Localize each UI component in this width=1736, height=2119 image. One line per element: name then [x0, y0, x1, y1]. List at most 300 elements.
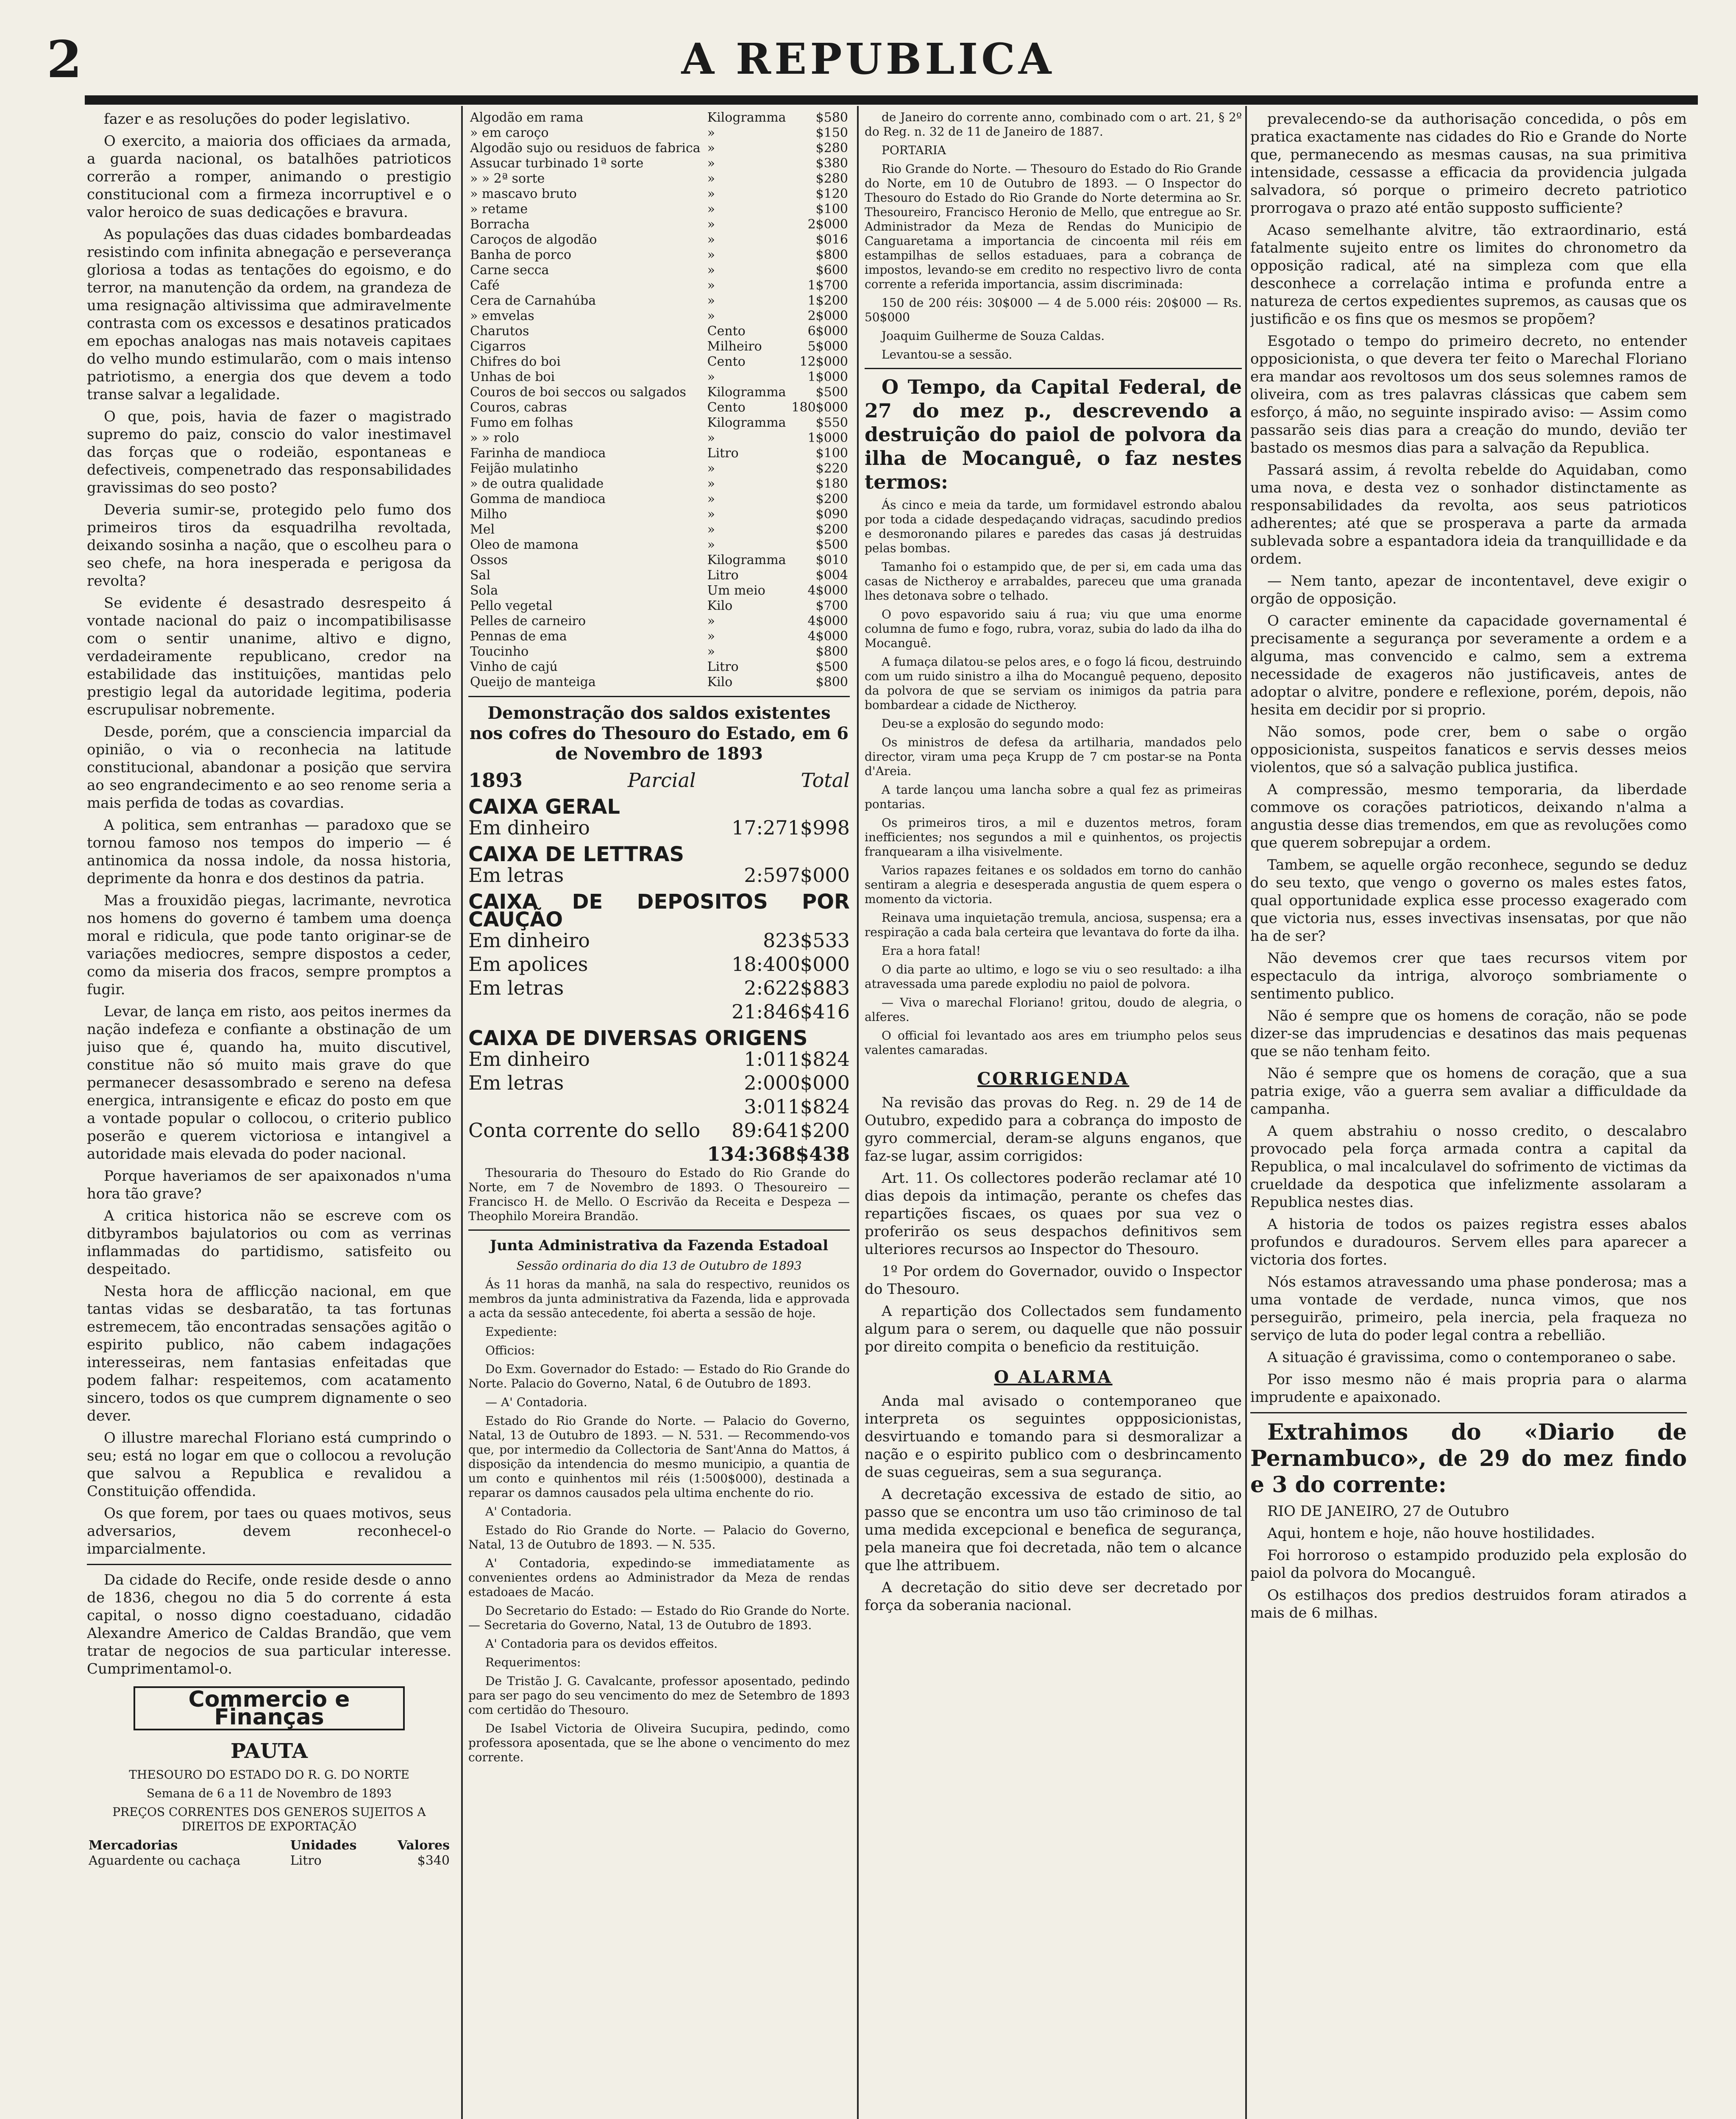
extract-paragraph: Aqui, hontem e hoje, não houve hostilidades. — [1267, 1525, 1595, 1542]
diversas-row — [468, 1047, 850, 1071]
commodity-unit: Litro — [707, 446, 739, 461]
commodity-unit: » — [707, 141, 715, 156]
article-paragraph: Acaso semelhante alvitre, tão extraordinario, está fatalmente sujeito entre os limites do chronometro da opposição radical, até na simpleza com que ella desconhece a correlação intima e profunda entre a natureza de certos expedientes supremos, as causas que os justificão e os fins que os mesmos se propõem? — [1250, 222, 1687, 328]
commodity-name: Fumo em folhas — [470, 415, 573, 430]
tempo-paragraph: Os ministros de defesa da artilharia, mandados pelo director, viram uma peça Krupp de 7 cm postar-se na Ponta d'Areia. — [865, 735, 1242, 778]
pauta-header-goods: Mercadorias — [89, 1838, 178, 1853]
portaria-paragraph: Joaquim Guilherme de Souza Caldas. — [882, 329, 1105, 343]
pauta-row-unit: Litro — [290, 1853, 322, 1868]
tempo-paragraph: — Viva o marechal Floriano! gritou, doudo de alegria, o alferes. — [865, 996, 1242, 1024]
commodity-value: $600 — [815, 263, 848, 278]
commodity-value: $220 — [815, 461, 848, 476]
commodity-value: 5$000 — [807, 339, 848, 354]
commodity-name: Chifres do boi — [470, 354, 561, 369]
column-rule — [857, 106, 859, 2119]
article-paragraph: Deveria sumir-se, protegido pelo fumo dos primeiros tiros da esquadrilha revoltada, deixando sosinha a nação, que o escolheu para o seo chefe, na hora inesperada e perigosa da revolta? — [87, 501, 451, 590]
commodity-unit: » — [707, 522, 715, 537]
pauta-row-value: $340 — [417, 1853, 450, 1868]
commodity-name: Ossos — [470, 553, 508, 567]
junta-paragraph: Estado do Rio Grande do Norte. — Palacio do Governo, Natal, 13 de Outubro de 1893. — N. 535. — [468, 1523, 850, 1552]
commodity-value: $550 — [815, 415, 848, 430]
commodity-row — [468, 202, 850, 217]
commodity-value: $800 — [815, 675, 848, 690]
commodity-value: 6$000 — [807, 324, 848, 339]
treasury-signoff: Thesouraria do Thesouro do Estado do Rio Grande do Norte, em 7 de Novembro de 1893. O Thesoureiro — Francisco H. de Mello. O Escrivão da Receita e Despeza — Theophilo Moreira Brandão. — [468, 1166, 850, 1223]
commodity-value: 1$000 — [807, 370, 848, 384]
commodity-unit: » — [707, 309, 715, 323]
article-paragraph: Mas a frouxidão piegas, lacrimante, nevrotica nos homens do governo é tambem uma doença moral e ridicula, que pode tanto originar-se de variações mediocres, sempre dispostos a ceder, como da miseria dos fracos, sempre promptos a fugir. — [87, 892, 451, 998]
commodity-name: Cigarros — [470, 339, 526, 354]
junta-paragraph: Officios: — [485, 1343, 535, 1357]
caixa-geral-item: Em dinheiro — [468, 816, 590, 839]
commodity-row — [468, 598, 850, 614]
editorial-article — [87, 110, 451, 1558]
column-rule — [461, 106, 463, 2119]
commodity-row — [468, 492, 850, 507]
commodity-row — [468, 400, 850, 415]
pauta-header-table — [87, 1838, 451, 1869]
tempo-paragraph: Tamanho foi o estampido que, de per si, em cada uma das casas de Nictheroy e arrabaldes, pareceu que uma granada lhes detonava sobre o telhado. — [865, 560, 1242, 603]
tempo-article — [865, 498, 1242, 1057]
depositos-value: 2:622$883 — [744, 976, 850, 999]
commodity-name: Pennas de ema — [470, 629, 567, 644]
commodity-value: 1$000 — [807, 431, 848, 445]
balance-title: Demonstração dos saldos existentes nos cofres do Thesouro do Estado, em 6 de Novembro de 1893 — [469, 703, 849, 764]
commodity-unit: » — [707, 629, 715, 644]
article-paragraph: prevalecendo-se da authorisação concedida, o pôs em pratica exactamente nas cidades do Rio e Grande do Norte que, permanecendo as mesmas causas, na sua primitiva intensidade, cessasse a efficacia da providencia julgada salvadora, só porque o primeiro decreto patriotico prorrogava o prazo até então supposto sufficiente? — [1250, 111, 1687, 217]
commodity-row — [468, 171, 850, 186]
commodity-value: $500 — [815, 385, 848, 400]
commodity-unit: Litro — [707, 659, 739, 674]
pauta-header-units: Unidades — [290, 1838, 357, 1853]
balance-total-header: Total — [801, 769, 850, 792]
caixa-letras-label: CAIXA DE LETTRAS — [468, 843, 684, 866]
balance-partial-header: Parcial — [627, 769, 696, 792]
article-paragraph: A critica historica não se escreve com os ditbyrambos bajulatorios ou com as verrinas inflammadas do partidismo, satisfeito ou despeitado. — [87, 1207, 451, 1278]
pauta-header-values: Valores — [397, 1838, 450, 1853]
junta-minutes — [468, 1277, 850, 1765]
article-paragraph: Porque haveriamos de ser apaixonados n'uma hora tão grave? — [87, 1168, 451, 1202]
commodity-name: Sal — [470, 568, 491, 583]
commodity-row — [468, 553, 850, 568]
commodity-row — [468, 537, 850, 553]
article-paragraph: O exercito, a maioria dos officiaes da armada, a guarda nacional, os batalhões patrioticos correrão a romper, animando o prestigio constitucional com a firmeza incorruptivel e o valor heroico de suas dedicações e bravura. — [87, 133, 451, 221]
corrigenda-text — [865, 1094, 1242, 1356]
commodity-price-table — [468, 110, 850, 690]
commodity-unit: Cento — [707, 400, 746, 415]
diversas-item: Em letras — [468, 1071, 564, 1094]
article-paragraph: Não devemos crer que taes recursos vitem por espectaculo da intriga, alvoroço sombriamente o sentimento publico. — [1250, 950, 1687, 1002]
commodity-name: » » rolo — [470, 431, 519, 445]
commodity-value: 2$000 — [807, 217, 848, 232]
tempo-paragraph: O official foi levantado aos ares em triumpho pelos seus valentes camaradas. — [865, 1029, 1242, 1057]
junta-paragraph: De Isabel Victoria de Oliveira Sucupira, pedindo, como professora aposentada, que se lhe abone o vencimento do mez corrente. — [468, 1721, 850, 1764]
commodity-name: Borracha — [470, 217, 530, 232]
junta-paragraph: Do Secretario do Estado: — Estado do Rio Grande do Norte. — Secretaria do Governo, Natal, 13 de Outubro de 1893. — [468, 1604, 850, 1632]
depositos-item: Em apolices — [468, 953, 588, 976]
commodity-row — [468, 644, 850, 659]
commodity-row — [468, 522, 850, 537]
tempo-headline: O Tempo, da Capital Federal, de 27 do mez p., descrevendo a destruição do paiol de polvora da ilha de Mocanguê, o faz nestes termos: — [865, 375, 1242, 493]
grand-total: 134:368$438 — [707, 1143, 850, 1165]
commodity-name: » de outra qualidade — [470, 476, 604, 491]
junta-paragraph: Do Exm. Governador do Estado: — Estado do Rio Grande do Norte. Palacio do Governo, Natal, 6 de Outubro de 1893. — [468, 1362, 850, 1390]
caixa-geral-row — [468, 816, 850, 840]
commodity-value: $800 — [815, 644, 848, 659]
commodity-value: 2$000 — [807, 309, 848, 323]
commodity-unit: » — [707, 156, 715, 171]
corrigenda-paragraph: A repartição dos Collectados sem fundamento algum para o serem, ou daquelle que não possuir por direito compita o beneficio da restituição. — [865, 1303, 1242, 1355]
commodity-unit: » — [707, 293, 715, 308]
commodity-name: Sola — [470, 583, 498, 598]
article-paragraph: As populações das duas cidades bombardeadas resistindo com infinita abnegação e perseverança gloriosa a todas as tentações do egoismo, e do terror, na manutenção da ordem, na grandeza de uma resignação altivissima que admiravelmente contrasta com os excessos e desatinos praticados em epochas analogas nas mais notaveis capitaes do velho mundo estimularão, com o mais intenso patriotismo, a energia dos que devem a todo transe salvar a legalidade. — [87, 226, 451, 403]
commodity-unit: » — [707, 278, 715, 293]
commodity-row — [468, 629, 850, 644]
article-paragraph: Passará assim, á revolta rebelde do Aquidaban, como uma nova, e desta vez o sonhador distinctamente as responsabilidades da revolta, aos seus patrioticos adherentes; até que se prosperava a parte da armada sublevada sobre a espantadora ideia da tranquillidade e da ordem. — [1250, 462, 1687, 567]
article-paragraph: A compressão, mesmo temporaria, da liberdade commove os corações patrioticos, deixando n'alma a angustia desse dias tremendos, em que as revoluções como que querem sobrepujar a ordem. — [1250, 781, 1687, 851]
commodity-row — [468, 186, 850, 202]
junta-paragraph: — A' Contadoria. — [485, 1395, 587, 1409]
commodity-unit: Kilo — [707, 675, 733, 690]
commodity-unit: » — [707, 247, 715, 262]
corrigenda-paragraph: Art. 11. Os collectores poderão reclamar até 10 dias depois da intimação, perante os chefes das repartições fiscaes, os quaes por sua vez o proferirão os seus despachos definitivos sem ulteriores recursos ao Inspector do Thesouro. — [865, 1170, 1242, 1258]
commodity-row — [468, 415, 850, 431]
commodity-unit: » — [707, 370, 715, 384]
commodity-header-row — [468, 110, 850, 125]
commodity-value: $090 — [815, 507, 848, 522]
commodity-name: Algodão sujo ou residuos de fabrica — [470, 141, 701, 156]
commodity-unit: » — [707, 263, 715, 278]
column-3 — [865, 110, 1242, 2119]
column-1 — [87, 110, 451, 2119]
article-paragraph: — Nem tanto, apezar de incontentavel, deve exigir o orgão de opposição. — [1250, 573, 1687, 607]
portaria-paragraph: Rio Grande do Norte. — Thesouro do Estado do Rio Grande do Norte, em 10 de Outubro de 1893. — O Inspector do Thesouro do Estado do Rio Grande do Norte determina ao Sr. Thesoureiro, Francisco Heronio de Mello, que entregue ao Sr. Administrador da Meza de Rendas do Municipio de Canguaretama a importancia de cincoenta mil réis em estampilhas de sellos estaduaes, para a cobrança de impostos, levando-se em credito no respectivo livro de conta corrente a referida importancia, assim discriminada: — [865, 162, 1242, 291]
tempo-paragraph: A fumaça dilatou-se pelos ares, e o fogo lá ficou, destruindo com um ruido sinistro a ilha do Mocanguê pequeno, deposito da polvora de que se serviam os inimigos da patria para bombardear a cidade de Nictheroy. — [865, 655, 1242, 712]
commodity-value: $800 — [815, 247, 848, 262]
separator — [1250, 1412, 1687, 1413]
depositos-row — [468, 929, 850, 952]
commodity-name: Gomma de mandioca — [470, 492, 606, 506]
junta-title: Junta Administrativa da Fazenda Estadoal — [490, 1237, 829, 1254]
pauta-title: PAUTA — [230, 1739, 308, 1763]
article-paragraph: Os que forem, por taes ou quaes motivos, seus adversarios, devem reconhecel-o imparcialmente. — [87, 1505, 451, 1557]
article-paragraph: O que, pois, havia de fazer o magistrado supremo do paiz, conscio do valor inestimavel das forças que o rodeião, espontaneas e defectiveis, compenetrado das responsabilidades gravissimas do seo posto? — [87, 408, 451, 496]
visitor-note: Da cidade do Recife, onde reside desde o anno de 1836, chegou no dia 5 do corrente á esta capital, o nosso digno coestaduano, cidadão Alexandre Americo de Caldas Brandão, que vem tratar de negocios de sua particular interesse. Cumprimentamol-o. — [87, 1571, 451, 1677]
article-paragraph: Não é sempre que os homens de coração, não se pode dizer-se das imprudencias e desatinos das mais pequenas que se não tenham feito. — [1250, 1007, 1687, 1060]
commodity-row — [468, 156, 850, 171]
commodity-unit: Litro — [707, 568, 739, 583]
depositos-value: 823$533 — [763, 929, 850, 952]
caixa-diversas-label: CAIXA DE DIVERSAS ORIGENS — [468, 1026, 808, 1050]
pauta-row-goods: Aguardente ou cachaça — [89, 1853, 241, 1868]
commodity-row — [468, 476, 850, 492]
commodity-row — [468, 217, 850, 232]
commodity-name: Vinho de cajú — [470, 659, 558, 674]
commodity-value: $180 — [815, 476, 848, 491]
commodity-row — [468, 675, 850, 690]
commodity-name: Couros de boi seccos ou salgados — [470, 385, 686, 400]
portaria-paragraph: de Janeiro do corrente anno, combinado com o art. 21, § 2º do Reg. n. 32 de 11 de Janeiro de 1887. — [865, 110, 1242, 139]
commodity-value: $150 — [815, 125, 848, 140]
commodity-value: 180$000 — [791, 400, 848, 415]
commodity-name: » emvelas — [470, 309, 534, 323]
diversas-value: 1:011$824 — [744, 1048, 850, 1071]
commodity-value: 4$000 — [807, 614, 848, 628]
commodity-unit: Kilogramma — [707, 385, 786, 400]
commodity-unit: » — [707, 492, 715, 506]
extract-text — [1250, 1524, 1687, 1622]
tempo-paragraph: Deu-se a explosão do segundo modo: — [882, 717, 1104, 731]
commodity-name: Café — [470, 278, 500, 293]
caixa-geral-label: CAIXA GERAL — [468, 795, 620, 819]
commodity-row — [468, 614, 850, 629]
article-paragraph: A politica, sem entranhas — paradoxo que se tornou famoso nos tempos do imperio — é antinomica da nossa indole, da nossa historia, deprimente da honra e dos destinos da patria. — [87, 817, 451, 887]
commodity-name: Oleo de mamona — [470, 537, 579, 552]
tempo-paragraph: O povo espavorido saiu á rua; viu que uma enorme columna de fumo e fogo, rubra, voraz, subia do lado da ilha do Mocanguê. — [865, 607, 1242, 650]
balance-column-headers — [468, 768, 850, 792]
commodity-name: Farinha de mandioca — [470, 446, 606, 461]
commodity-row — [468, 263, 850, 278]
article-paragraph: Não somos, pode crer, bem o sabe o orgão opposicionista, suspeitos fanaticos e servis desses meios violentos, que só a salvação publica justifica. — [1250, 723, 1687, 776]
article-paragraph: Levar, de lança em risto, aos peitos inermes da nação indefeza e confiante a obstinação de um juiso que é, quando ha, muito discutivel, constitue não só muito mais grave do que permanecer desassombrado e sereno na defesa energica, intransigente e eficaz do posto em que a vontade popular o collocou, o criterio publico poserão e querem victoriosa e intangivel a autoridade mais elevada do poder nacional. — [87, 1003, 451, 1162]
commodity-value: $200 — [815, 522, 848, 537]
commodity-row — [468, 141, 850, 156]
junta-paragraph: A' Contadoria para os devidos effeitos. — [485, 1637, 718, 1651]
commodity-name: » retame — [470, 202, 528, 217]
commodity-value: $380 — [815, 156, 848, 171]
commodity-name: Couros, cabras — [470, 400, 567, 415]
commodity-name: Banha de porco — [470, 247, 571, 262]
closing-line: Por isso mesmo não é mais propria para o alarma imprudente e apaixonado. — [1250, 1371, 1687, 1406]
commodity-row — [468, 339, 850, 354]
commodity-unit: Kilogramma — [707, 110, 786, 125]
junta-paragraph: Ás 11 horas da manhã, na sala do respectivo, reunidos os membros da junta administrativa da Fazenda, lida e approvada a acta da sessão antecedente, foi aberta a sessão de hoje. — [468, 1277, 850, 1320]
commodity-value: $280 — [815, 141, 848, 156]
commodity-unit: Kilogramma — [707, 415, 786, 430]
commodity-name: Assucar turbinado 1ª sorte — [470, 156, 644, 171]
commodity-name: Cera de Carnahúba — [470, 293, 596, 308]
extract-paragraph: Os estilhaços dos predios destruidos foram atirados a mais de 6 milhas. — [1250, 1587, 1687, 1621]
commodity-name: Feijão mulatinho — [470, 461, 578, 476]
masthead-rule — [85, 95, 1698, 105]
sello-item: Conta corrente do sello — [468, 1119, 701, 1142]
commodity-value: $500 — [815, 659, 848, 674]
commodity-row — [468, 278, 850, 293]
commodity-row — [468, 293, 850, 309]
column-2 — [468, 110, 850, 2119]
commodity-name: Unhas de boi — [470, 370, 555, 384]
commodity-unit: » — [707, 171, 715, 186]
sello-row — [468, 1118, 850, 1142]
tempo-paragraph: Reinava uma inquietação tremula, anciosa, suspensa; era a respiração a cada bala certeira que levantava do forte da ilha. — [865, 911, 1242, 939]
pauta-week: Semana de 6 a 11 de Novembro de 1893 — [146, 1786, 392, 1800]
portaria-paragraph: PORTARIA — [882, 143, 946, 157]
commodity-value: $120 — [815, 186, 848, 201]
commodity-row — [468, 568, 850, 583]
tempo-paragraph: A tarde lançou uma lancha sobre a qual fez as primeiras pontarias. — [865, 783, 1242, 811]
extract-headline: Extrahimos do «Diario de Pernambuco», de 29 do mez findo e 3 do corrente: — [1250, 1419, 1687, 1498]
article-paragraph: Desde, porém, que a consciencia imparcial da opinião, o via o reconhecia na latitude constitucional, abandonar a posição que servira ao seo engrandecimento e ao seo renome seria a mais perfida de todas as covardias. — [87, 723, 451, 812]
commodity-row — [468, 507, 850, 522]
junta-subtitle: Sessão ordinaria do dia 13 de Outubro de 1893 — [516, 1259, 802, 1273]
caixa-letras-item: Em letras — [468, 864, 564, 887]
caixa-letras-total: 2:597$000 — [744, 864, 850, 887]
commodity-name: Mel — [470, 522, 495, 537]
article-paragraph: A situação é gravissima, como o contemporaneo o sabe. — [1267, 1349, 1676, 1366]
commodity-value: 1$200 — [807, 293, 848, 308]
article-paragraph: Tambem, se aquelle orgão reconhece, segundo se deduz do seu texto, que vengo o governo os males estes fatos, qual opportunidade explica esse processo exagerado com que victoria nus, esses invectivas insensatas, por que não ha de ser? — [1250, 856, 1687, 945]
column-rule — [1245, 106, 1247, 2119]
extract-paragraph: Foi horroroso o estampido produzido pela explosão do paiol da polvora do Mocanguê. — [1250, 1547, 1687, 1582]
balance-year: 1893 — [468, 769, 523, 792]
pauta-note: PREÇOS CORRENTES DOS GENEROS SUJEITOS A DIREITOS DE EXPORTAÇÃO — [112, 1805, 426, 1833]
commodity-unit: » — [707, 217, 715, 232]
commodity-unit: » — [707, 507, 715, 522]
tempo-paragraph: Ás cinco e meia da tarde, um formidavel estrondo abalou por toda a cidade despedaçando vidraças, sacudindo predios e desmoronando pilares e paredes das casas já destruidas pelas bombas. — [865, 498, 1242, 555]
commodity-unit: » — [707, 461, 715, 476]
article-paragraph: A quem abstrahiu o nosso credito, o descalabro provocado pela força armada contra a capital da Republica, o mal incalculavel do sofrimento de victimas da crueldade da despotica que infelizmente assolaram a Republica nestes dias. — [1250, 1123, 1687, 1211]
alarma-paragraph: A decretação do sitio deve ser decretado por força da soberania nacional. — [865, 1579, 1242, 1614]
caixa-depositos-label: CAIXA DE DEPOSITOS POR CAUÇÃO — [468, 890, 850, 932]
commodity-row — [468, 461, 850, 476]
separator — [468, 1229, 850, 1231]
commodity-value: $004 — [815, 568, 848, 583]
commodity-value: $700 — [815, 598, 848, 613]
commodity-value: 4$000 — [807, 629, 848, 644]
article-paragraph: Não é sempre que os homens de coração, que a sua patria exige, vão a guerra sem avaliar a difficuldade da campanha. — [1250, 1065, 1687, 1118]
commodity-row — [468, 324, 850, 339]
separator — [468, 696, 850, 697]
commodity-row — [468, 431, 850, 446]
commodity-unit: Kilo — [707, 598, 733, 613]
pauta-subtitle: THESOURO DO ESTADO DO R. G. DO NORTE — [129, 1768, 409, 1782]
commodity-unit: Cento — [707, 354, 746, 369]
alarma-paragraph: A decretação excessiva de estado de sitio, ao passo que se encontra um uso tão criminoso de tal uma medida excepcional e benefica de segurança, pela maneira que foi decretada, não tem o alcance que lhe attribuem. — [865, 1486, 1242, 1574]
commodity-value: $016 — [815, 232, 848, 247]
commodity-row — [468, 370, 850, 385]
commodity-unit: » — [707, 476, 715, 491]
commodity-value: $580 — [815, 110, 848, 125]
commodity-name: Caroços de algodão — [470, 232, 597, 247]
article-paragraph: Nesta hora de afflicção nacional, em que tantas vidas se desbaratão, ta tas fortunas estremecem, tão encontradas sensações agitão o espirito publico, não cabem indagações interesseiras, nem fantasias enfeitadas que podem falhar: respeitemos, com acatamento sincero, todos os que cumprem dignamente o seo dever. — [87, 1283, 451, 1424]
alarma-text — [865, 1392, 1242, 1614]
junta-paragraph: De Tristão J. G. Cavalcante, professor aposentado, pedindo para ser pago do seu vencimento do mez de Setembro de 1893 com certidão do Thesouro. — [468, 1674, 850, 1717]
depositos-total-row — [468, 1000, 850, 1023]
portaria-paragraph: Levantou-se a sessão. — [882, 348, 1013, 362]
commerce-finance-heading: Commercio e Finanças — [134, 1686, 405, 1730]
commodity-row — [468, 659, 850, 675]
junta-paragraph: Estado do Rio Grande do Norte. — Palacio do Governo, Natal, 13 de Outubro de 1893. — N. 531. — Recommendo-vos que, por intermedio da Collectoria de Sant'Anna do Mattos, á disposição da intendencia do mesmo municipio, a quantia de um conto e quinhentos mil réis (1:500$000), destinada a reparar os damnos causados pela ultima enchente do rio. — [468, 1414, 850, 1500]
commodity-row — [468, 354, 850, 370]
commodity-value: 1$700 — [807, 278, 848, 293]
commodity-value: $100 — [815, 446, 848, 461]
article-paragraph: A historia de todos os paizes registra esses abalos profundos e duradouros. Servem elles para aparecer a victoria dos fortes. — [1250, 1216, 1687, 1268]
article-paragraph: Se evidente é desastrado desrespeito á vontade nacional do paiz o incompatibilisasse com o sentir unanime, altivo e digno, verdadeiramente republicano, credor na estabilidade das instituições, mantidas pelo prestigio legal da autoridade legitima, poderia escrupulisar nobremente. — [87, 595, 451, 718]
junta-paragraph: A' Contadoria. — [485, 1504, 572, 1518]
article-paragraph: Esgotado o tempo do primeiro decreto, no entender opposicionista, o que devera ter feito o Marechal Floriano era mandar aos revoltosos um dos seus solemnes ramos de oliveira, com as tres palavras clássicas que cabem sem esforço, á mão, no seguinte inspirado aviso: — Assim como passarão seis dias para a creação do mundo, devião ter bastado os mesmos dias para a salvação da Republica. — [1250, 333, 1687, 456]
commodity-row — [468, 232, 850, 247]
commodity-row — [468, 385, 850, 400]
tempo-paragraph: Os primeiros tiros, a mil e duzentos metros, foram inefficientes; nos segundos a mil e quinhentos, os projectis franquearam a ilha visivelmente. — [865, 816, 1242, 859]
commodity-value: $010 — [815, 553, 848, 567]
sello-value: 89:641$200 — [732, 1119, 850, 1142]
corrigenda-paragraph: Na revisão das provas do Reg. n. 29 de 14 de Outubro, expedido para a cobrança do imposto de gyro commercial, deram-se alguns enganos, que faz-se lugar, assim corrigidos: — [865, 1094, 1242, 1165]
column-4 — [1250, 110, 1687, 2119]
commodity-unit: » — [707, 125, 715, 140]
commodity-unit: » — [707, 537, 715, 552]
commodity-unit: Milheiro — [707, 339, 762, 354]
tempo-paragraph: Era a hora fatal! — [882, 944, 981, 958]
commodity-name: Algodão em rama — [470, 110, 584, 125]
commodity-name: Toucinho — [470, 644, 529, 659]
commodity-name: » em caroço — [470, 125, 549, 140]
newspaper-masthead: A REPUBLICA — [681, 34, 1055, 84]
tempo-paragraph: O dia parte ao ultimo, e logo se viu o seo resultado: a ilha atravessada uma parede explodiu no paiol de polvora. — [865, 962, 1242, 991]
depositos-row — [468, 952, 850, 976]
commodity-value: 4$000 — [807, 583, 848, 598]
article-paragraph: O caracter eminente da capacidade governamental é precisamente a segurança por severamente a ordem e a alguma, mas convencido e calmo, sem a extrema necessidade de exageros não justificaveis, antes de adoptar o alvitre, pondere e reflexione, porém, depois, não hesita em decidir por si proprio. — [1250, 612, 1687, 718]
commodity-unit: Um meio — [707, 583, 765, 598]
diversas-item: Em dinheiro — [468, 1048, 590, 1071]
commodity-row — [468, 583, 850, 598]
commodity-unit: » — [707, 644, 715, 659]
opinion-article — [1250, 110, 1687, 1366]
commodity-value: $500 — [815, 537, 848, 552]
caixa-geral-total: 17:271$998 — [732, 816, 850, 839]
commodity-value: $280 — [815, 171, 848, 186]
caixa-letras-row — [468, 863, 850, 887]
junta-paragraph: Expediente: — [485, 1325, 557, 1339]
commodity-unit: » — [707, 431, 715, 445]
portaria-section — [865, 110, 1242, 362]
separator — [87, 1564, 451, 1565]
commodity-name: Pelles de carneiro — [470, 614, 586, 628]
corrigenda-title: CORRIGENDA — [977, 1069, 1130, 1089]
commodity-row — [468, 247, 850, 263]
page-number: 2 — [47, 30, 82, 89]
grand-total-row — [468, 1142, 850, 1166]
diversas-value: 2:000$000 — [744, 1071, 850, 1094]
commodity-unit: Cento — [707, 324, 746, 339]
commodity-row — [468, 125, 850, 141]
portaria-paragraph: 150 de 200 réis: 30$000 — 4 de 5.000 réis: 20$000 — Rs. 50$000 — [865, 296, 1242, 324]
diversas-total: 3:011$824 — [744, 1095, 850, 1118]
commodity-value: $200 — [815, 492, 848, 506]
commodity-value: 12$000 — [799, 354, 848, 369]
commodity-name: Carne secca — [470, 263, 549, 278]
article-paragraph: Nós estamos atravessando uma phase ponderosa; mas a uma vontade de verdade, nunca vimos, que nos perseguirão, primeiro, pela inercia, pela fraqueza no serviço de luta do poder legal contra a rebellião. — [1250, 1274, 1687, 1344]
depositos-value: 18:400$000 — [732, 953, 850, 976]
commodity-unit: Kilogramma — [707, 553, 786, 567]
commodity-name: » mascavo bruto — [470, 186, 577, 201]
commodity-name: Charutos — [470, 324, 529, 339]
commodity-name: Queijo de manteiga — [470, 675, 596, 690]
commodity-unit: » — [707, 614, 715, 628]
depositos-row — [468, 976, 850, 1000]
article-paragraph: fazer e as resoluções do poder legislativo. — [104, 111, 411, 128]
alarma-title: O ALARMA — [994, 1367, 1113, 1387]
junta-paragraph: Requerimentos: — [485, 1655, 581, 1669]
commodity-row — [468, 309, 850, 324]
commodity-name: Milho — [470, 507, 507, 522]
commodity-row — [468, 446, 850, 461]
commodity-unit: » — [707, 232, 715, 247]
junta-paragraph: A' Contadoria, expedindo-se immediatamente as convenientes ordens ao Administrador da Meza de rendas estadoaes de Macáo. — [468, 1556, 850, 1599]
separator — [865, 368, 1242, 369]
depositos-total: 21:846$416 — [732, 1000, 850, 1023]
corrigenda-paragraph: 1º Por ordem do Governador, ouvido o Inspector do Thesouro. — [865, 1263, 1242, 1298]
depositos-item: Em dinheiro — [468, 929, 590, 952]
